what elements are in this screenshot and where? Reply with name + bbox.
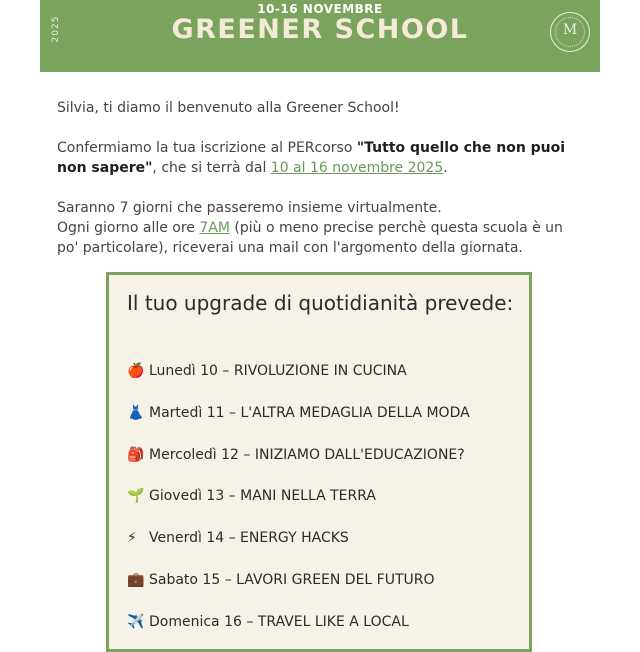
schedule-item-text: Martedì 11 – L'ALTRA MEDAGLIA DELLA MODA (149, 405, 470, 421)
logo-letter: M (562, 22, 578, 38)
schedule-item-text: Giovedì 13 – MANI NELLA TERRA (149, 488, 376, 504)
greeting-text: Silvia, ti diamo il benvenuto alla Greener School! (57, 100, 400, 116)
confirm-end: . (443, 160, 448, 176)
schedule-item (127, 447, 465, 463)
info-line2-pre: Ogni giorno alle ore (57, 220, 200, 236)
schedule-item (127, 614, 409, 630)
schedule-item (127, 530, 349, 546)
briefcase-icon: 💼 (127, 572, 145, 588)
schedule-item-text: Lunedì 10 – RIVOLUZIONE IN CUCINA (149, 363, 407, 379)
schedule-card (106, 272, 532, 652)
email-header (40, 0, 600, 72)
schedule-item (127, 488, 376, 504)
course-name: "Tutto quello che non puoi non sapere" (57, 140, 566, 176)
schedule-item-text: Mercoledì 12 – INIZIAMO DALL'EDUCAZIONE? (149, 447, 465, 463)
schedule-item-text: Sabato 15 – LAVORI GREEN DEL FUTURO (149, 572, 435, 588)
info-line2-post: (più o meno precise perchè questa scuola è un po' particolare), riceverai una mail con l'argomento della giornata. (57, 220, 563, 256)
header-title: GREENER SCHOOL (171, 14, 469, 45)
lightning-icon: ⚡ (127, 530, 137, 546)
info-line1: Saranno 7 giorni che passeremo insieme virtualmente. (57, 200, 442, 216)
schedule-item-text: Venerdì 14 – ENERGY HACKS (149, 530, 349, 546)
confirm-pre: Confermiamo la tua iscrizione al PERcorso (57, 140, 357, 156)
dates-link[interactable]: 10 al 16 novembre 2025 (270, 160, 444, 176)
info-paragraph (57, 198, 587, 258)
confirm-mid: , che si terrà dal (152, 160, 271, 176)
airplane-icon: ✈️ (127, 614, 145, 630)
apple-icon: 🍎 (127, 363, 145, 379)
dress-icon: 👗 (127, 405, 145, 421)
schedule-item-text: Domenica 16 – TRAVEL LIKE A LOCAL (149, 614, 409, 630)
confirm-paragraph (57, 138, 587, 178)
schedule-item (127, 572, 435, 588)
brand-logo-icon (550, 12, 590, 52)
schedule-item (127, 405, 470, 421)
header-dates: 10-16 NOVEMBRE (257, 2, 383, 16)
info-line2 (57, 218, 587, 258)
year-label: 2025 (51, 15, 61, 43)
schedule-item (127, 363, 407, 379)
seedling-icon: 🌱 (127, 488, 145, 504)
time-link[interactable]: 7AM (199, 220, 230, 236)
card-title: Il tuo upgrade di quotidianità prevede: (127, 291, 514, 315)
backpack-icon: 🎒 (127, 447, 145, 463)
